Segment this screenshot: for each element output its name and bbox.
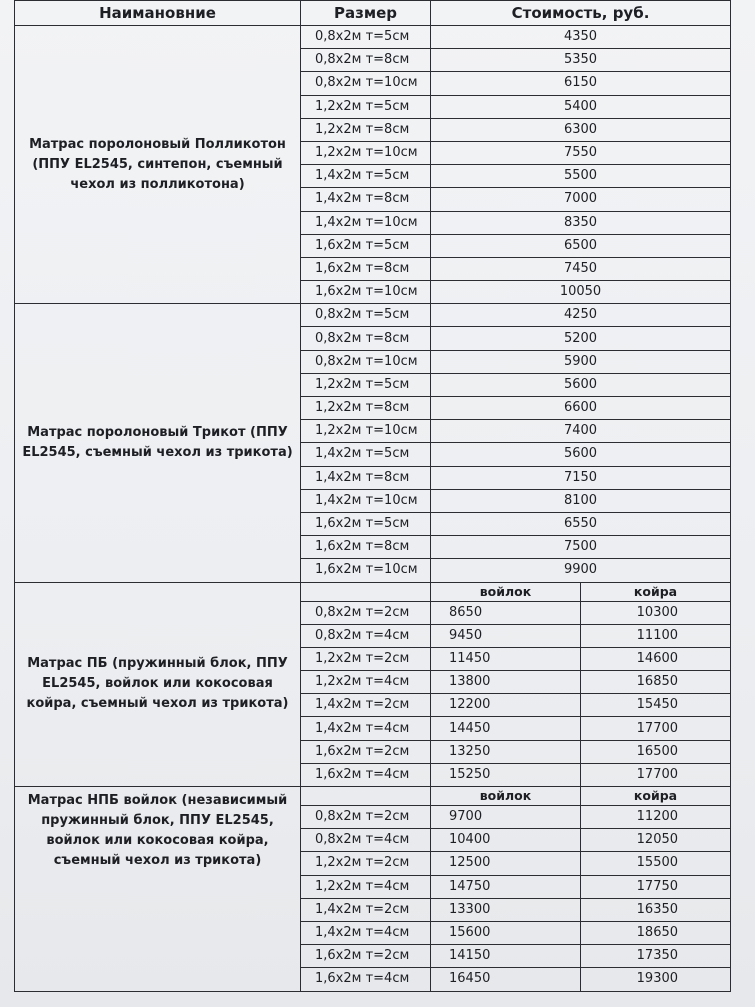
product-name: Матрас поролоновый Полликотон (ППУ EL2545, синтепон, съемный чехол из полликотона) [15,26,301,304]
size-cell: 1,6х2м т=8см [301,257,431,280]
size-cell: 1,4х2м т=5см [301,165,431,188]
price-felt-cell: 15250 [431,763,581,786]
price-coir-cell: 17350 [581,945,731,968]
price-table-body [15,26,731,992]
subheader-row [15,787,731,806]
size-cell: 0,8х2м т=4см [301,624,431,647]
size-cell: 1,4х2м т=5см [301,443,431,466]
price-cell: 4350 [431,26,731,49]
size-cell: 1,4х2м т=2см [301,694,431,717]
header-name: Наимановние [15,1,301,26]
size-cell: 1,4х2м т=8см [301,188,431,211]
price-coir-cell: 18650 [581,921,731,944]
price-cell: 5200 [431,327,731,350]
price-felt-cell: 10400 [431,829,581,852]
price-felt-cell: 9450 [431,624,581,647]
size-cell: 1,2х2м т=5см [301,373,431,396]
price-coir-cell: 14600 [581,647,731,670]
size-cell: 0,8х2м т=10см [301,72,431,95]
price-cell: 7400 [431,420,731,443]
price-cell: 6600 [431,397,731,420]
price-table [14,0,731,992]
header-size: Размер [301,1,431,26]
size-cell: 1,6х2м т=4см [301,763,431,786]
size-cell: 1,2х2м т=10см [301,420,431,443]
price-cell: 6550 [431,512,731,535]
price-felt-cell: 15600 [431,921,581,944]
price-cell: 7550 [431,141,731,164]
size-cell: 1,4х2м т=10см [301,211,431,234]
price-felt-cell: 13250 [431,740,581,763]
price-coir-cell: 11200 [581,806,731,829]
size-cell: 0,8х2м т=5см [301,26,431,49]
price-cell: 5900 [431,350,731,373]
size-cell: 0,8х2м т=5см [301,304,431,327]
header-row [15,1,731,26]
price-felt-cell: 11450 [431,647,581,670]
size-cell: 1,6х2м т=4см [301,968,431,991]
subheader-coir: койра [581,787,731,806]
size-cell: 0,8х2м т=8см [301,327,431,350]
size-cell: 1,6х2м т=2см [301,740,431,763]
size-cell: 1,6х2м т=10см [301,559,431,582]
price-coir-cell: 12050 [581,829,731,852]
product-name: Матрас поролоновый Трикот (ППУ EL2545, съемный чехол из трикота) [15,304,301,582]
size-cell: 1,4х2м т=4см [301,717,431,740]
price-cell: 7000 [431,188,731,211]
price-coir-cell: 17750 [581,875,731,898]
price-felt-cell: 9700 [431,806,581,829]
price-coir-cell: 17700 [581,717,731,740]
price-coir-cell: 19300 [581,968,731,991]
price-coir-cell: 15450 [581,694,731,717]
price-felt-cell: 12500 [431,852,581,875]
price-cell: 5500 [431,165,731,188]
size-cell: 1,2х2м т=8см [301,397,431,420]
subheader-felt: войлок [431,787,581,806]
product-name: Матрас ПБ (пружинный блок, ППУ EL2545, войлок или кокосовая койра, съемный чехол из трикота) [15,582,301,787]
size-cell: 1,2х2м т=5см [301,95,431,118]
price-coir-cell: 16850 [581,671,731,694]
table-row [15,304,731,327]
size-cell: 0,8х2м т=10см [301,350,431,373]
price-felt-cell: 12200 [431,694,581,717]
price-cell: 4250 [431,304,731,327]
price-cell: 7450 [431,257,731,280]
price-coir-cell: 11100 [581,624,731,647]
size-cell: 1,6х2м т=8см [301,536,431,559]
price-cell: 5350 [431,49,731,72]
price-felt-cell: 14450 [431,717,581,740]
subheader-felt: войлок [431,582,581,601]
price-cell: 8350 [431,211,731,234]
price-cell: 6150 [431,72,731,95]
price-coir-cell: 16500 [581,740,731,763]
price-felt-cell: 8650 [431,601,581,624]
price-coir-cell: 10300 [581,601,731,624]
table-row [15,26,731,49]
size-cell: 1,6х2м т=5см [301,234,431,257]
size-cell: 1,4х2м т=2см [301,898,431,921]
size-cell: 1,2х2м т=4см [301,671,431,694]
size-cell: 1,4х2м т=8см [301,466,431,489]
size-cell: 0,8х2м т=2см [301,601,431,624]
subheader-row [15,582,731,601]
price-coir-cell: 17700 [581,763,731,786]
size-cell: 0,8х2м т=8см [301,49,431,72]
size-cell: 1,2х2м т=8см [301,118,431,141]
size-cell: 1,6х2м т=2см [301,945,431,968]
price-felt-cell: 16450 [431,968,581,991]
price-cell: 6500 [431,234,731,257]
price-cell: 5600 [431,443,731,466]
size-cell: 1,2х2м т=2см [301,647,431,670]
size-cell: 1,4х2м т=10см [301,489,431,512]
size-cell: 0,8х2м т=4см [301,829,431,852]
price-coir-cell: 15500 [581,852,731,875]
size-cell: 1,4х2м т=4см [301,921,431,944]
size-cell: 1,6х2м т=5см [301,512,431,535]
price-cell: 5400 [431,95,731,118]
size-cell: 1,2х2м т=2см [301,852,431,875]
price-cell: 9900 [431,559,731,582]
header-cost: Стоимость, руб. [431,1,731,26]
size-subheader-empty [301,787,431,806]
price-cell: 8100 [431,489,731,512]
price-coir-cell: 16350 [581,898,731,921]
size-cell: 1,6х2м т=10см [301,281,431,304]
product-name: Матрас НПБ войлок (независимый пружинный блок, ППУ EL2545, войлок или кокосовая койра, съемный чехол из трикота) [15,787,301,992]
size-cell: 0,8х2м т=2см [301,806,431,829]
size-cell: 1,2х2м т=4см [301,875,431,898]
price-felt-cell: 13800 [431,671,581,694]
price-felt-cell: 14150 [431,945,581,968]
size-subheader-empty [301,582,431,601]
price-cell: 7150 [431,466,731,489]
price-cell: 7500 [431,536,731,559]
price-cell: 5600 [431,373,731,396]
price-felt-cell: 14750 [431,875,581,898]
price-felt-cell: 13300 [431,898,581,921]
subheader-coir: койра [581,582,731,601]
price-cell: 10050 [431,281,731,304]
size-cell: 1,2х2м т=10см [301,141,431,164]
price-cell: 6300 [431,118,731,141]
